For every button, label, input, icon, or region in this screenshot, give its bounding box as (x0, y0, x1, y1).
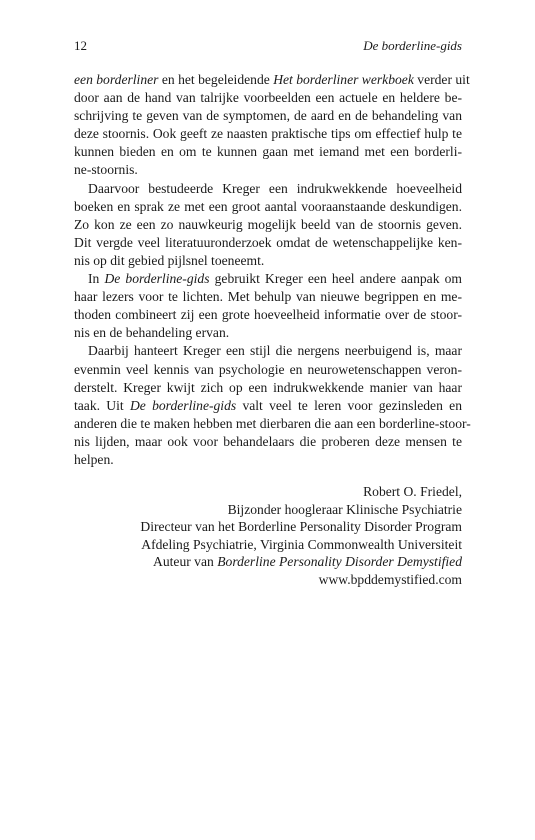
text-line (74, 342, 462, 360)
paragraph (74, 71, 470, 180)
text-line (74, 252, 462, 270)
text-line (74, 433, 462, 451)
text-run: Robert O. Friedel, (363, 484, 462, 499)
italic-title: De borderline-gids (129, 397, 237, 413)
page-number: 12 (74, 38, 87, 53)
paragraph (74, 180, 462, 270)
text-run: helpen. (74, 451, 114, 467)
signature-line (42, 553, 462, 571)
text-run: Auteur van (153, 554, 218, 570)
text-run: Daarbij hanteert Kreger een stijl die nergens neerbuigend is, maar (88, 343, 462, 359)
text-line (74, 288, 462, 306)
text-run: Zo kon ze een zo nauwkeurig mogelijk beeld van de stoornis geven. (74, 216, 462, 232)
text-run: nis op dit gebied pijlsnel toeneemt. (74, 252, 265, 268)
text-run: Directeur van het Borderline Personality Disorder Program (140, 519, 462, 535)
text-run: boeken en sprak ze met een groot aantal vooraanstaande deskundigen. (74, 198, 462, 214)
italic-title: Borderline Personality Disorder Demystified (217, 554, 462, 570)
text-line (74, 324, 462, 342)
running-title: De borderline-gids (363, 38, 462, 53)
paragraph (74, 342, 471, 469)
paragraph (74, 270, 462, 342)
text-run: taak. Uit (74, 397, 130, 413)
text-line (74, 415, 471, 433)
signature-line (42, 483, 462, 501)
text-run: gebruikt Kreger een heel andere aanpak om (209, 271, 462, 287)
italic-title: een borderliner (74, 72, 159, 87)
text-run: Afdeling Psychiatrie, Virginia Commonwealth Universiteit (141, 536, 462, 552)
text-run: www.bpddemystified.com (318, 571, 462, 587)
signature-line (42, 518, 462, 536)
text-line (74, 161, 462, 179)
text-run: Daarvoor bestudeerde Kreger een indrukwekkende hoeveelheid (88, 180, 462, 196)
text-run: verder uit (413, 72, 470, 87)
signature-line (42, 536, 462, 554)
text-run: derstelt. Kreger kwijt zich op een indrukwekkende manier van haar (74, 379, 462, 395)
signature-line (42, 501, 462, 519)
text-run: ne-stoornis. (74, 162, 138, 178)
text-run: thoden combineert zij een grote hoeveelheid informatie over de stoor- (74, 307, 462, 323)
text-run: door aan de hand van talrijke voorbeelden een actuele en heldere be- (74, 90, 462, 106)
text-run: evenmin veel kennis van psychologie en neurowetenschappen veron- (74, 361, 462, 377)
text-run: schrijving te geven van de symptomen, de aard en de behandeling van (74, 108, 462, 124)
text-line (74, 361, 462, 379)
text-line (74, 143, 462, 161)
text-run: kunnen bieden en om te kunnen gaan met iemand met een borderli- (74, 144, 462, 160)
text-line (74, 397, 462, 415)
text-line (74, 198, 462, 216)
text-run: In (88, 271, 105, 287)
italic-title: Het borderliner werkboek (273, 72, 414, 87)
text-line (74, 89, 462, 107)
text-line (74, 71, 470, 89)
text-line (74, 216, 462, 234)
text-run: haar lezers voor te lichten. Met behulp van nieuwe begrippen en me- (74, 289, 462, 305)
text-run: deze stoornis. Ook geeft ze naasten praktische tips om effectief hulp te (74, 126, 462, 142)
text-line (74, 451, 462, 469)
body-text (74, 71, 471, 469)
page-header (74, 38, 462, 56)
text-run: en het begeleidende (158, 72, 274, 87)
text-run: anderen die te maken hebben met dierbaren die aan een borderline-stoor- (74, 415, 471, 431)
signature-line (42, 571, 462, 589)
text-line (74, 270, 462, 288)
text-line (74, 379, 462, 397)
text-run: nis en de behandeling ervan. (74, 325, 230, 341)
text-run: valt veel te leren voor gezinsleden en (236, 397, 462, 413)
text-line (74, 306, 462, 324)
text-line (74, 107, 462, 125)
text-run: Bijzonder hoogleraar Klinische Psychiatrie (227, 501, 462, 517)
signature-block (42, 483, 462, 589)
text-run: nis lijden, maar ook voor behandelaars die proberen deze mensen te (74, 433, 462, 449)
italic-title: De borderline-gids (104, 271, 210, 287)
text-line (74, 125, 462, 143)
text-line (74, 180, 462, 198)
text-run: Dit vergde veel literatuuronderzoek omdat de wetenschappelijke ken- (74, 234, 462, 250)
text-line (74, 234, 462, 252)
